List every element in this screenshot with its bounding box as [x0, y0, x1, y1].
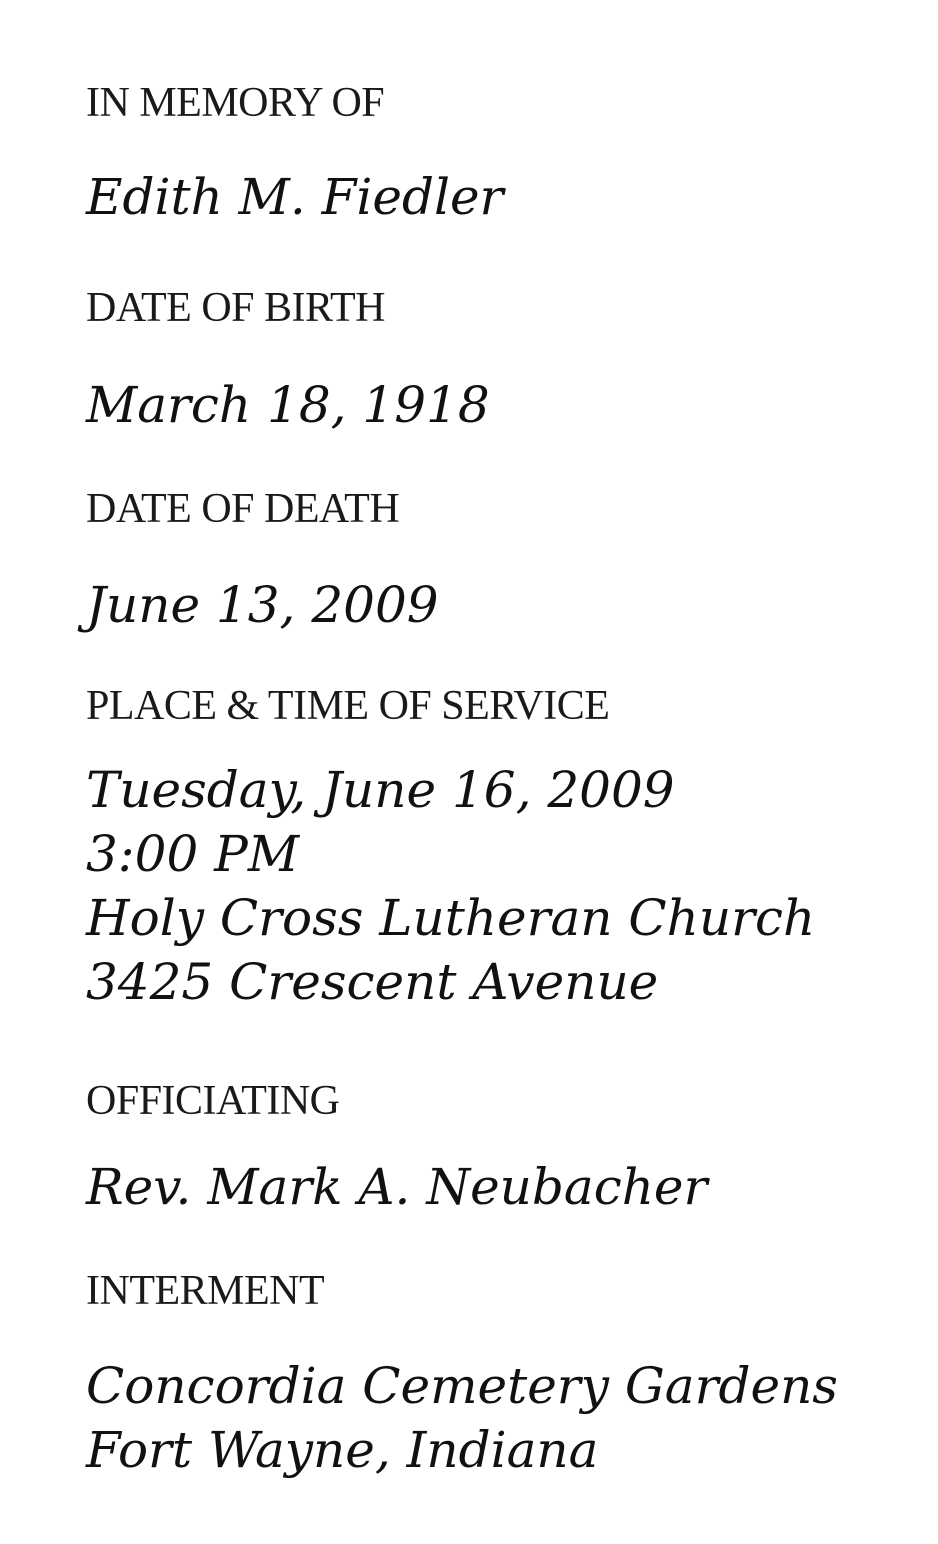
cemetery-location: Fort Wayne, Indiana: [86, 1421, 599, 1479]
service-church: Holy Cross Lutheran Church: [86, 889, 816, 947]
service-time: 3:00 PM: [86, 825, 300, 883]
officiant-name: Rev. Mark A. Neubacher: [86, 1158, 708, 1216]
death-date: June 13, 2009: [86, 576, 439, 634]
service-address: 3425 Crescent Avenue: [86, 953, 659, 1011]
birth-date: March 18, 1918: [86, 376, 490, 434]
death-label: DATE OF DEATH: [86, 486, 400, 532]
officiating-label: OFFICIATING: [86, 1078, 340, 1124]
birth-label: DATE OF BIRTH: [86, 285, 385, 331]
deceased-name: Edith M. Fiedler: [86, 168, 504, 226]
interment-details: [86, 1354, 838, 1482]
in-memory-label: IN MEMORY OF: [86, 80, 385, 126]
service-details: [86, 758, 815, 1014]
service-label: PLACE & TIME OF SERVICE: [86, 683, 610, 729]
cemetery-name: Concordia Cemetery Gardens: [86, 1357, 838, 1415]
service-date: Tuesday, June 16, 2009: [86, 761, 675, 819]
interment-label: INTERMENT: [86, 1268, 325, 1314]
